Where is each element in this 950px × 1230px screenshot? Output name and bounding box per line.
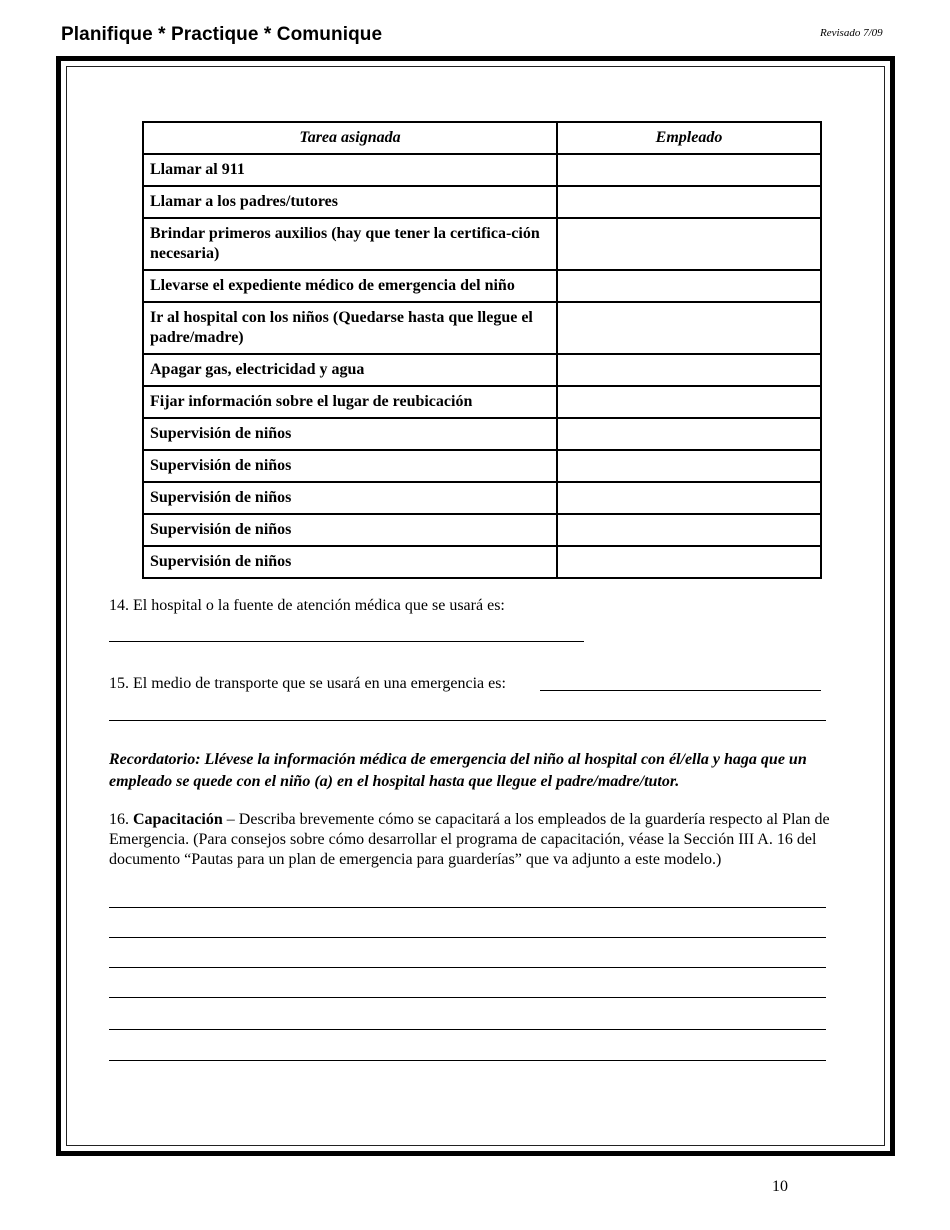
column-header-task: Tarea asignada [143, 122, 557, 154]
answer-line-16[interactable] [109, 907, 826, 908]
employee-cell[interactable] [557, 218, 821, 270]
employee-cell[interactable] [557, 270, 821, 302]
column-header-employee: Empleado [557, 122, 821, 154]
page-number: 10 [772, 1178, 788, 1195]
task-cell: Llamar a los padres/tutores [143, 186, 557, 218]
table-row [143, 482, 821, 514]
task-cell: Llamar al 911 [143, 154, 557, 186]
table-row [143, 302, 821, 354]
question-16-title: Capacitación [133, 811, 223, 828]
task-cell: Llevarse el expediente médico de emergencia del niño [143, 270, 557, 302]
table-row [143, 354, 821, 386]
reminder-note: Recordatorio: Llévese la información médica de emergencia del niño al hospital con él/ella y haga que un empleado se quede con el niño (a) en el hospital hasta que llegue el padre/madre/tutor. [109, 751, 807, 790]
task-cell: Supervisión de niños [143, 482, 557, 514]
employee-cell[interactable] [557, 546, 821, 578]
task-cell: Supervisión de niños [143, 514, 557, 546]
employee-cell[interactable] [557, 186, 821, 218]
question-16-text: – Describa brevemente cómo se capacitará a los empleados de la guardería respecto al Plan de Emergencia. (Para consejos sobre cómo desarrollar el programa de capacitación, véase la Sección III A. 16 del documento “Pautas para un plan de emergencia para guarderías” que va adjunto a este modelo.) [109, 811, 830, 868]
employee-cell[interactable] [557, 386, 821, 418]
task-cell: Supervisión de niños [143, 546, 557, 578]
task-cell: Supervisión de niños [143, 418, 557, 450]
employee-cell[interactable] [557, 482, 821, 514]
employee-cell[interactable] [557, 354, 821, 386]
table-row [143, 218, 821, 270]
answer-line-16[interactable] [109, 997, 826, 998]
employee-cell[interactable] [557, 450, 821, 482]
task-assignment-table [142, 121, 822, 579]
header-title: Planifique * Practique * Comunique [61, 24, 383, 45]
employee-cell[interactable] [557, 154, 821, 186]
task-cell: Apagar gas, electricidad y agua [143, 354, 557, 386]
table-row [143, 186, 821, 218]
answer-line-16[interactable] [109, 937, 826, 938]
answer-line-15a[interactable] [540, 690, 821, 691]
employee-cell[interactable] [557, 514, 821, 546]
table-row [143, 546, 821, 578]
question-16-number: 16. [109, 811, 129, 828]
question-15: 15. El medio de transporte que se usará en una emergencia es: [109, 675, 506, 692]
table-row [143, 450, 821, 482]
task-cell: Ir al hospital con los niños (Quedarse hasta que llegue el padre/madre) [143, 302, 557, 354]
answer-line-15b[interactable] [109, 720, 826, 721]
question-14: 14. El hospital o la fuente de atención médica que se usará es: [109, 597, 505, 614]
answer-line-14[interactable] [109, 641, 584, 642]
revision-date: Revisado 7/09 [820, 27, 883, 39]
question-16 [109, 810, 831, 870]
answer-line-16[interactable] [109, 967, 826, 968]
answer-line-16[interactable] [109, 1060, 826, 1061]
table-row [143, 514, 821, 546]
task-cell: Supervisión de niños [143, 450, 557, 482]
employee-cell[interactable] [557, 302, 821, 354]
table-row [143, 386, 821, 418]
table-row [143, 418, 821, 450]
task-cell: Brindar primeros auxilios (hay que tener la certifica-ción necesaria) [143, 218, 557, 270]
employee-cell[interactable] [557, 418, 821, 450]
table-row [143, 270, 821, 302]
task-cell: Fijar información sobre el lugar de reubicación [143, 386, 557, 418]
answer-line-16[interactable] [109, 1029, 826, 1030]
table-row [143, 154, 821, 186]
